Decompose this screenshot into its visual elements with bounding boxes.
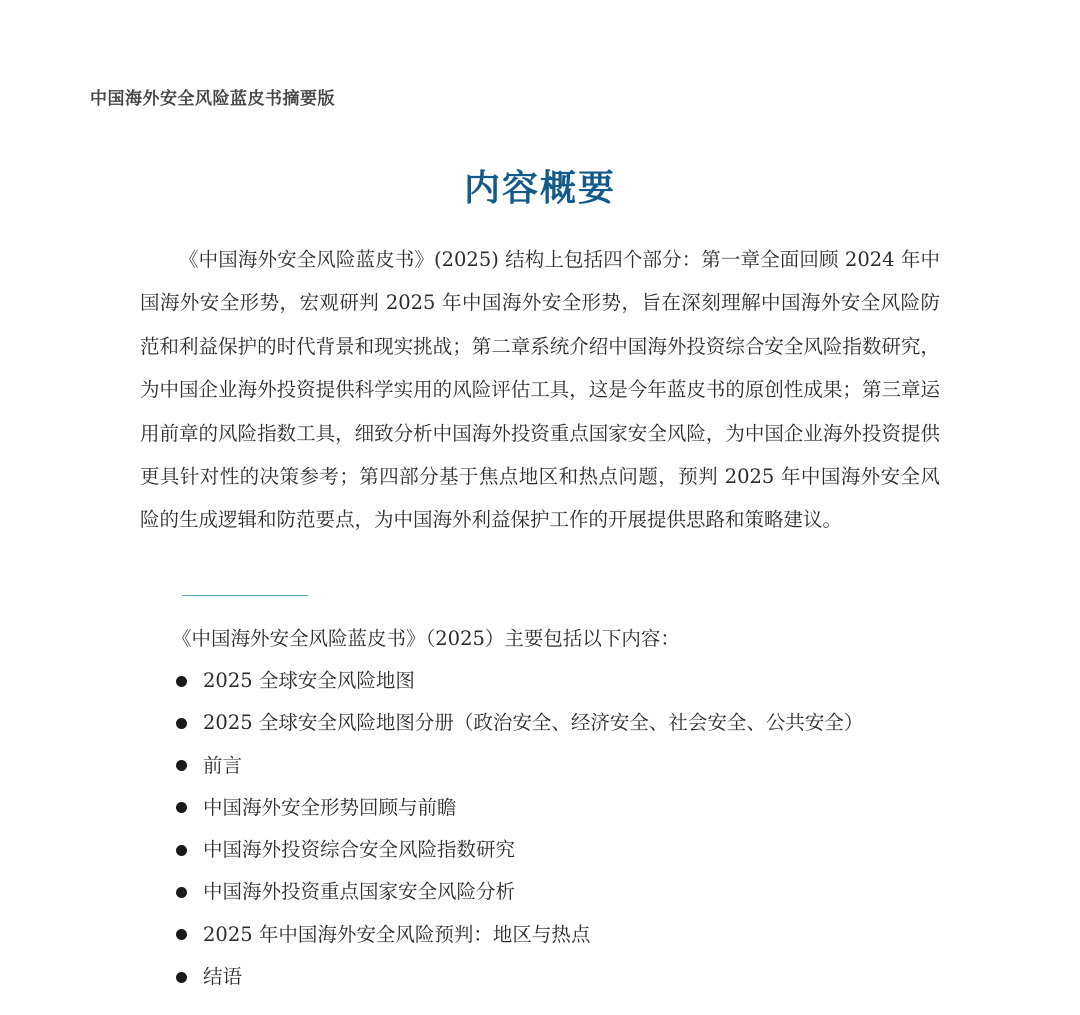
list-item xyxy=(176,748,863,790)
list-item xyxy=(176,790,863,832)
list-item-label: 结语 xyxy=(203,965,243,989)
list-item xyxy=(176,663,863,705)
bullet-icon xyxy=(176,802,187,813)
contents-list xyxy=(176,663,863,1001)
list-item xyxy=(176,705,863,747)
list-item-label: 2025 年中国海外安全风险预判：地区与热点 xyxy=(203,922,591,946)
running-header: 中国海外安全风险蓝皮书摘要版 xyxy=(90,89,335,109)
bullet-icon xyxy=(176,929,187,940)
list-item-label: 2025 全球安全风险地图分册（政治安全、经济安全、社会安全、公共安全） xyxy=(203,711,864,735)
bullet-icon xyxy=(176,718,187,729)
list-item xyxy=(176,917,863,959)
list-item xyxy=(176,959,863,1001)
section-divider xyxy=(182,595,308,596)
list-item xyxy=(176,874,863,916)
list-item-label: 2025 全球安全风险地图 xyxy=(203,669,415,692)
list-item xyxy=(176,832,863,874)
bullet-icon xyxy=(176,760,187,771)
bullet-icon xyxy=(176,972,187,983)
list-item-label: 前言 xyxy=(203,753,243,777)
list-item-label: 中国海外安全形势回顾与前瞻 xyxy=(203,795,457,819)
contents-intro: 《中国海外安全风险蓝皮书》（2025）主要包括以下内容： xyxy=(172,627,680,650)
summary-paragraph: 《中国海外安全风险蓝皮书》(2025) 结构上包括四个部分：第一章全面回顾 2024 年中国海外安全形势，宏观研判 2025 年中国海外安全形势，旨在深刻理解中国海外安全风险防范和利益保护的时代背景和现实挑战；第二章系统介绍中国海外投资综合安全风险指数研究，为中国企业海外投资提供科学实用的风险评估工具，这是今年蓝皮书的原创性成果；第三章运用前章的风险指数工具，细致分析中国海外投资重点国家安全风险，为中国企业海外投资提供更具针对性的决策参考；第四部分基于焦点地区和热点问题，预判 2025 年中国海外安全风险的生成逻辑和防范要点，为中国海外利益保护工作的开展提供思路和策略建议。 xyxy=(140,248,940,532)
bullet-icon xyxy=(176,887,187,898)
page-title: 内容概要 xyxy=(463,168,616,209)
bullet-icon xyxy=(176,845,187,856)
list-item-label: 中国海外投资综合安全风险指数研究 xyxy=(203,838,516,862)
bullet-icon xyxy=(176,676,187,687)
list-item-label: 中国海外投资重点国家安全风险分析 xyxy=(203,880,516,904)
